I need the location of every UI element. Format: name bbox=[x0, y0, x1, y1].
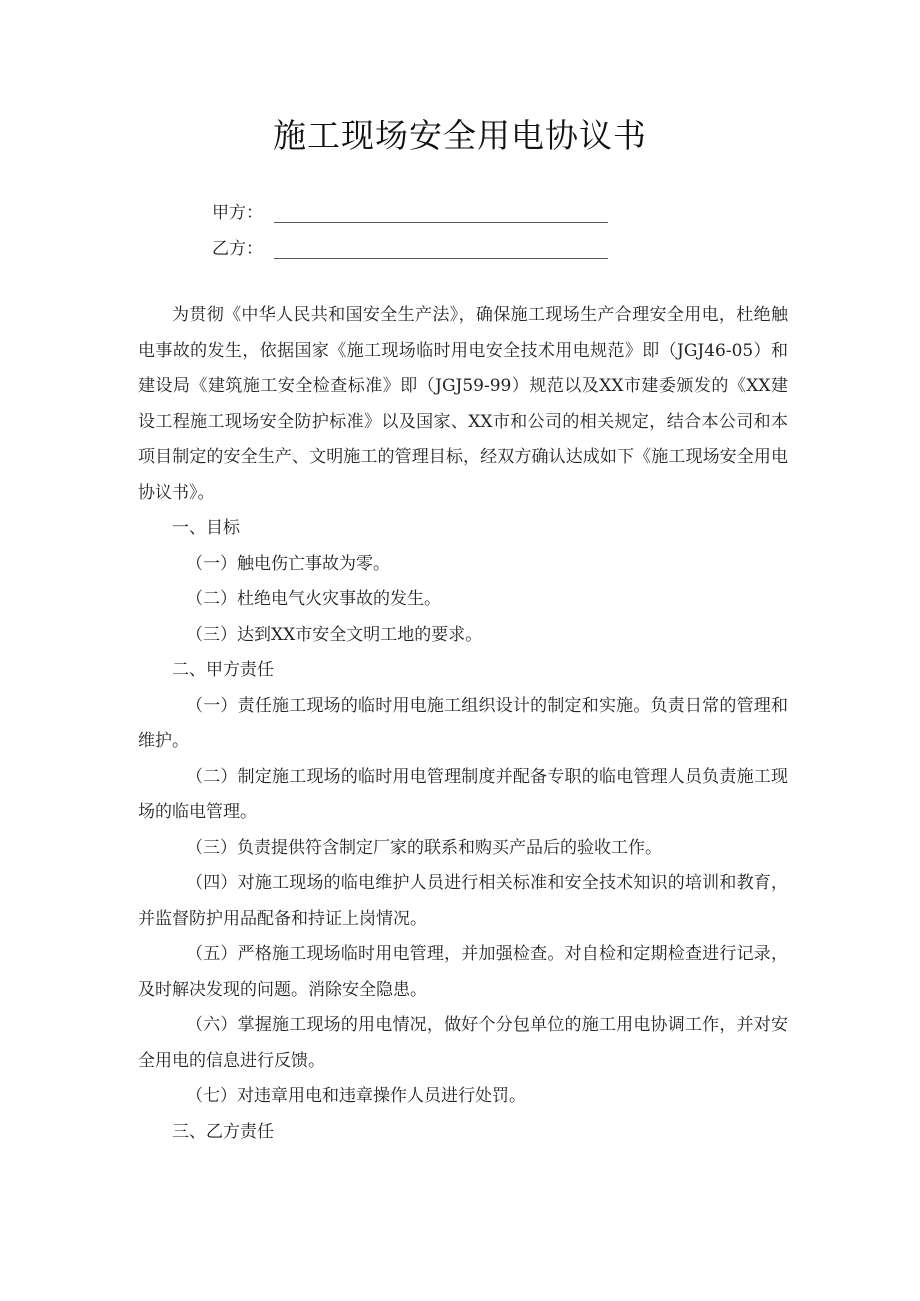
goal-item: （一）触电伤亡事故为零。 bbox=[186, 553, 390, 574]
party-b-label: 乙方： bbox=[212, 239, 263, 259]
party-a-duty-item: （五）严格施工现场临时用电管理，并加强检查。对自检和定期检查进行记录，及时解决发现的问题。消除安全隐患。 bbox=[138, 944, 788, 1000]
goal-item: （二）杜绝电气火灾事故的发生。 bbox=[186, 589, 441, 609]
party-a-duty-item: （一）责任施工现场的临时用电施工组织设计的制定和实施。负责日常的管理和维护。 bbox=[138, 695, 788, 751]
party-a-blank-line bbox=[274, 204, 608, 223]
party-a-row bbox=[212, 198, 608, 223]
party-a-duty-item: （三）负责提供符含制定厂家的联系和购买产品后的验收工作。 bbox=[186, 837, 662, 858]
goal-item: （三）达到XX市安全文明工地的要求。 bbox=[186, 624, 483, 645]
party-a-label: 甲方： bbox=[212, 203, 263, 223]
party-b-row bbox=[212, 234, 608, 259]
party-a-duty-item: （二）制定施工现场的临时用电管理制度并配备专职的临电管理人员负责施工现场的临电管理。 bbox=[138, 766, 788, 822]
section-heading-party-a-duties: 二、甲方责任 bbox=[172, 660, 274, 680]
document-title: 施工现场安全用电协议书 bbox=[273, 116, 647, 155]
section-heading-goals: 一、目标 bbox=[172, 518, 240, 538]
agreement-body bbox=[138, 298, 788, 1150]
section-heading-party-b-duties: 三、乙方责任 bbox=[172, 1121, 274, 1142]
party-a-duty-item: （六）掌握施工现场的用电情况，做好个分包单位的施工用电协调工作，并对安全用电的信息进行反馈。 bbox=[138, 1015, 788, 1071]
party-a-duty-item: （四）对施工现场的临电维护人员进行相关标准和安全技术知识的培训和教育，并监督防护用品配备和持证上岗情况。 bbox=[138, 873, 788, 929]
party-b-blank-line bbox=[274, 240, 608, 259]
intro-paragraph: 为贯彻《中华人民共和国安全生产法》，确保施工现场生产合理安全用电，杜绝触电事故的发生，依据国家《施工现场临时用电安全技术用电规范》即（JGJ46-05）和建设局《建筑施工安全检查标准》即（JGJ59-99）规范以及XX市建委颁发的《XX建设工程施工现场安全防护标准》以及国家、XX市和公司的相关规定，结合本公司和本项目制定的安全生产、文明施工的管理目标，经双方确认达成如下《施工现场安全用电协议书》。 bbox=[138, 305, 788, 503]
party-a-duty-item: （七）对违章用电和违章操作人员进行处罚。 bbox=[186, 1086, 526, 1106]
